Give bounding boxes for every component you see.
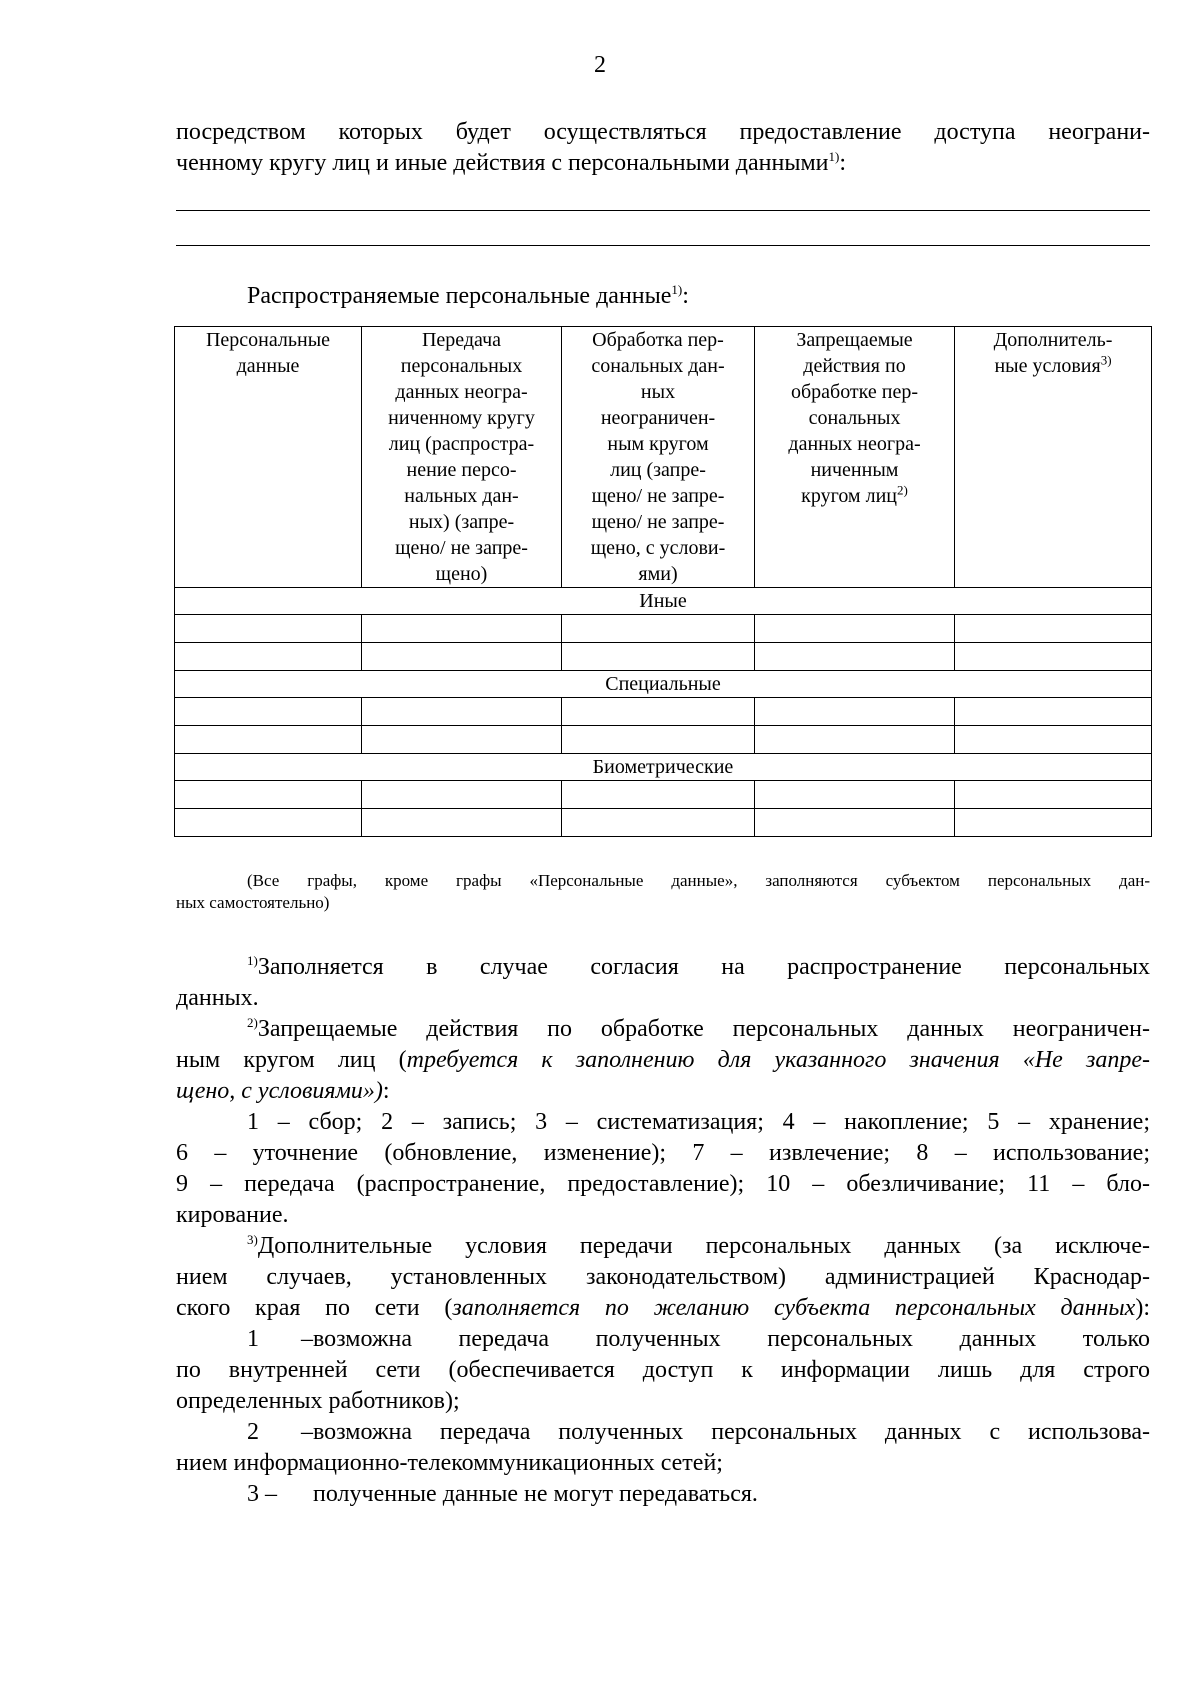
header-line: ным кругом — [607, 433, 709, 455]
table-cell[interactable] — [955, 615, 1152, 643]
blank-line-1[interactable] — [176, 210, 1150, 211]
header-line: нение персо- — [406, 459, 517, 481]
table-cell[interactable] — [562, 615, 755, 643]
table-cell[interactable] — [755, 726, 955, 754]
table-cell[interactable] — [175, 643, 362, 671]
table-cell[interactable] — [755, 643, 955, 671]
table-header-row — [175, 327, 1152, 588]
intro-paragraph — [176, 117, 1150, 179]
section-other: Иные — [175, 588, 1152, 615]
table-cell[interactable] — [955, 809, 1152, 837]
footnotes — [176, 952, 1150, 1510]
personal-data-table — [174, 326, 1152, 837]
table-row — [175, 726, 1152, 754]
header-line: действия по — [803, 355, 906, 377]
table-cell[interactable] — [562, 781, 755, 809]
header-line: Обработка пер- — [592, 329, 724, 351]
condition-1-line-3: определенных работников); — [176, 1388, 460, 1414]
actions-line-2: 6 – уточнение (обновление, изменение); 7 – извлечение; 8 – использование; — [176, 1140, 1150, 1166]
table-cell[interactable] — [955, 698, 1152, 726]
footnote-2-line-3: щено, с условиями»): — [176, 1078, 390, 1104]
table-cell[interactable] — [562, 698, 755, 726]
footnote-2-line-1: $^{2)}$Запрещаемые действия по обработке персональных данных неограничен- — [247, 1015, 1150, 1042]
section-special: Специальные — [175, 671, 1152, 698]
table-cell[interactable] — [362, 781, 562, 809]
header-additional-conditions — [955, 327, 1152, 588]
header-line: данные — [236, 355, 300, 377]
table-row — [175, 615, 1152, 643]
condition-2-line-1: 2 –возможна передача полученных персональных данных с использова- — [247, 1419, 1150, 1445]
header-transfer — [362, 327, 562, 588]
blank-line-2[interactable] — [176, 245, 1150, 246]
header-line: сональных дан- — [591, 355, 725, 377]
condition-1-line-2: по внутренней сети (обеспечивается доступ к информации лишь для строго — [176, 1357, 1150, 1383]
header-line: нальных дан- — [404, 485, 519, 507]
header-line: ных) (запре- — [408, 511, 515, 533]
header-line: ных — [640, 381, 676, 403]
table-cell[interactable] — [755, 615, 955, 643]
header-line: лиц (распростра- — [388, 433, 535, 455]
table-cell[interactable] — [562, 809, 755, 837]
table-row — [175, 698, 1152, 726]
table-cell[interactable] — [755, 781, 955, 809]
header-line: щено, с услови- — [590, 537, 726, 559]
table-cell[interactable] — [562, 643, 755, 671]
header-line: данных неогра- — [395, 381, 528, 403]
table-row — [175, 781, 1152, 809]
header-line: персональных — [400, 355, 523, 377]
table-cell[interactable] — [175, 615, 362, 643]
condition-1-line-1: 1 –возможна передача полученных персональных данных только — [247, 1326, 1150, 1352]
actions-line-3: 9 – передача (распространение, предоставление); 10 – обезличивание; 11 – бло- — [176, 1171, 1150, 1197]
footnote-3-line-1: $^{3)}$Дополнительные условия передачи персональных данных (за исключе- — [247, 1232, 1150, 1259]
footnote-1-line-2: данных. — [176, 985, 259, 1011]
section-biometric: Биометрические — [175, 754, 1152, 781]
header-line: ные условия$^{3)}$ — [994, 352, 1112, 377]
table-cell[interactable] — [362, 615, 562, 643]
header-line: обработке пер- — [790, 381, 919, 403]
table-note-line-2: ных самостоятельно) — [176, 893, 330, 912]
header-line: неограничен- — [600, 407, 716, 429]
table-cell[interactable] — [955, 643, 1152, 671]
header-line: кругом лиц$^{2)}$ — [801, 482, 908, 507]
header-line: Запрещаемые — [796, 329, 913, 351]
header-line: Дополнитель- — [993, 329, 1113, 351]
table-cell[interactable] — [175, 726, 362, 754]
condition-3-line-1: 3 – полученные данные не могут передаваться. — [247, 1481, 758, 1507]
table-cell[interactable] — [955, 781, 1152, 809]
header-line: сональных — [808, 407, 901, 429]
header-line: ниченным — [810, 459, 899, 481]
table-cell[interactable] — [562, 726, 755, 754]
header-line: Передача — [421, 329, 502, 351]
footnote-2-line-2: ным кругом лиц (требуется к заполнению для указанного значения «Не запре- — [176, 1047, 1150, 1073]
table-cell[interactable] — [755, 809, 955, 837]
intro-line-1: посредством которых будет осуществляться предоставление доступа неограни- — [176, 119, 1150, 145]
table-cell[interactable] — [362, 809, 562, 837]
table-cell[interactable] — [362, 643, 562, 671]
header-line: щено/ не запре- — [395, 537, 528, 559]
header-line: данных неогра- — [788, 433, 921, 455]
header-line: ями) — [638, 563, 678, 585]
footnote-1-line-1: $^{1)}$Заполняется в случае согласия на распространение персональных — [247, 953, 1150, 980]
header-line: лиц (запре- — [610, 459, 706, 481]
header-personal-data — [175, 327, 362, 588]
table-row — [175, 643, 1152, 671]
table-title: Распространяемые персональные данные$^{1)}$: — [247, 282, 689, 309]
table-cell[interactable] — [175, 698, 362, 726]
table-note — [176, 870, 1150, 914]
table-cell[interactable] — [175, 809, 362, 837]
footnote-3-line-3: ского края по сети (заполняется по желанию субъекта персональных данных): — [176, 1295, 1150, 1321]
table-cell[interactable] — [755, 698, 955, 726]
actions-line-1: 1 – сбор; 2 – запись; 3 – систематизация; 4 – накопление; 5 – хранение; — [247, 1109, 1150, 1135]
header-line: щено/ не запре- — [591, 511, 725, 533]
table-cell[interactable] — [362, 726, 562, 754]
intro-line-2: ченному кругу лиц и иные действия с персональными данными$^{1)}$: — [176, 149, 847, 176]
table-cell[interactable] — [955, 726, 1152, 754]
header-line: ниченному кругу — [388, 407, 535, 429]
footnote-3-line-2: нием случаев, установленных законодательством) администрацией Краснодар- — [176, 1264, 1150, 1290]
header-line: щено/ не запре- — [591, 485, 725, 507]
header-processing — [562, 327, 755, 588]
table-row — [175, 809, 1152, 837]
table-cell[interactable] — [362, 698, 562, 726]
actions-line-4: кирование. — [176, 1202, 289, 1228]
page-number: 2 — [594, 52, 606, 78]
header-prohibited-actions — [755, 327, 955, 588]
condition-2-line-2: нием информационно-телекоммуникационных сетей; — [176, 1450, 723, 1476]
table-note-line-1: (Все графы, кроме графы «Персональные данные», заполняются субъектом персональных дан- — [247, 871, 1150, 890]
header-line: щено) — [435, 563, 488, 585]
table-cell[interactable] — [175, 781, 362, 809]
header-line: Персональные — [205, 329, 331, 351]
